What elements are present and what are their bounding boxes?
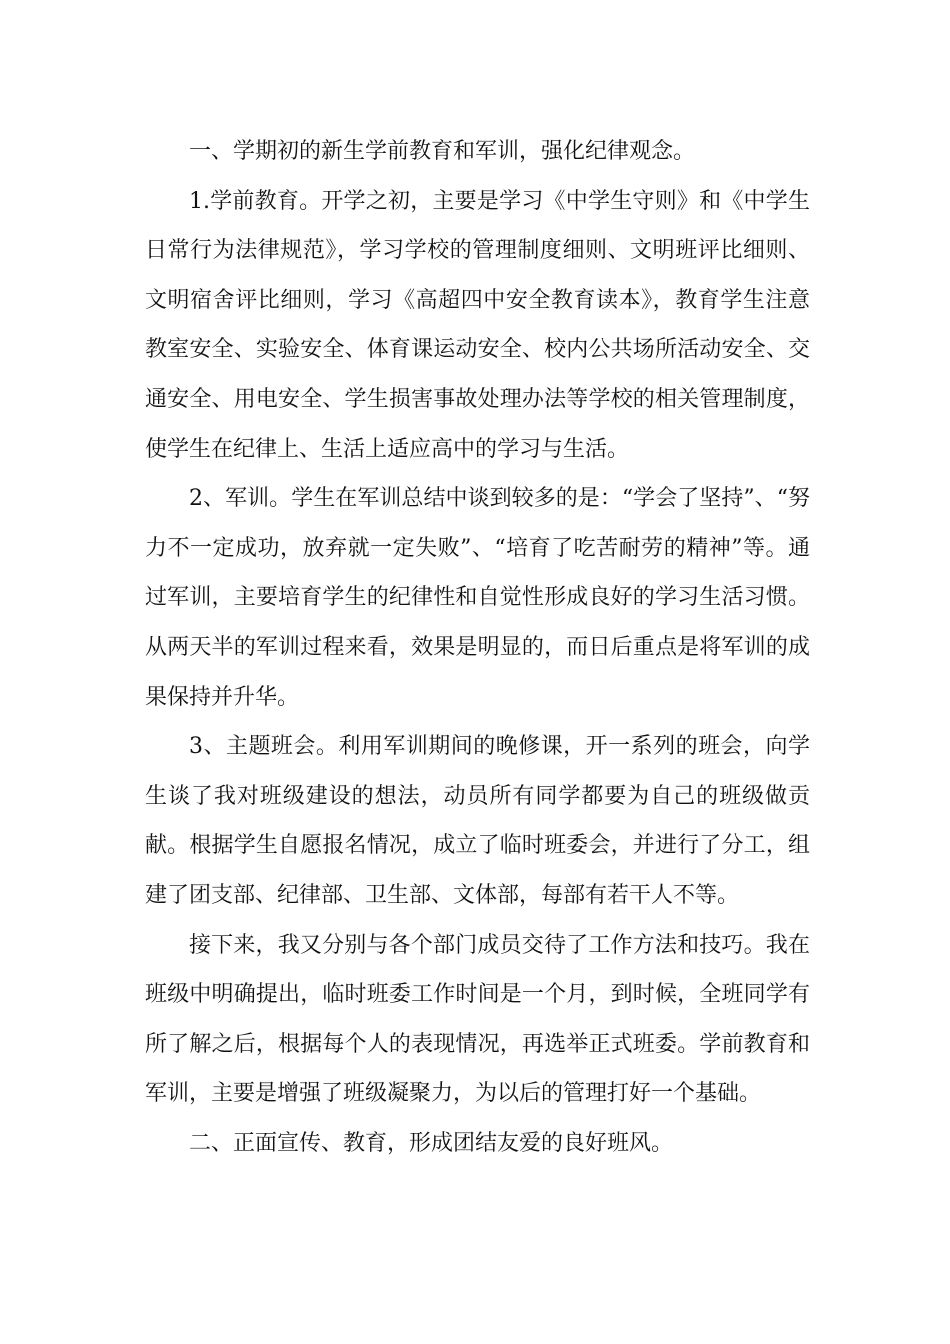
section-heading-2: 二、正面宣传、教育，形成团结友爱的良好班风。 [189,1130,674,1156]
paragraph-next-steps: 接下来，我又分别与各个部门成员交待了工作方法和技巧。我在班级中明确提出，临时班委工作时间是一个月，到时候，全班同学有所了解之后，根据每个人的表现情况，再选举正式班委。学前教育和军训，主要是增强了班级凝聚力，为以后的管理打好一个基础。 [145,932,810,1107]
document-body [145,127,810,1168]
paragraph-military-training: 2、军训。学生在军训总结中谈到较多的是：“学会了坚持”、“努力不一定成功，放弃就一定失败”、“培育了吃苦耐劳的精神”等。通过军训，主要培育学生的纪律性和自觉性形成良好的学习生活习惯。从两天半的军训过程来看，效果是明显的，而日后重点是将军训的成果保持并升华。 [145,486,810,710]
paragraph-pre-school-education: 1.学前教育。开学之初，主要是学习《中学生守则》和《中学生日常行为法律规范》，学习学校的管理制度细则、文明班评比细则、文明宿舍评比细则，学习《高超四中安全教育读本》，教育学生注意教室安全、实验安全、体育课运动安全、校内公共场所活动安全、交通安全、用电安全、学生损害事故处理办法等学校的相关管理制度，使学生在纪律上、生活上适应高中的学习与生活。 [145,188,810,462]
paragraph-theme-class-meeting: 3、主题班会。利用军训期间的晚修课，开一系列的班会，向学生谈了我对班级建设的想法，动员所有同学都要为自己的班级做贡献。根据学生自愿报名情况，成立了临时班委会，并进行了分工，组建了团支部、纪律部、卫生部、文体部，每部有若干人不等。 [145,734,810,908]
section-heading-1: 一、学期初的新生学前教育和军训，强化纪律观念。 [189,139,696,164]
